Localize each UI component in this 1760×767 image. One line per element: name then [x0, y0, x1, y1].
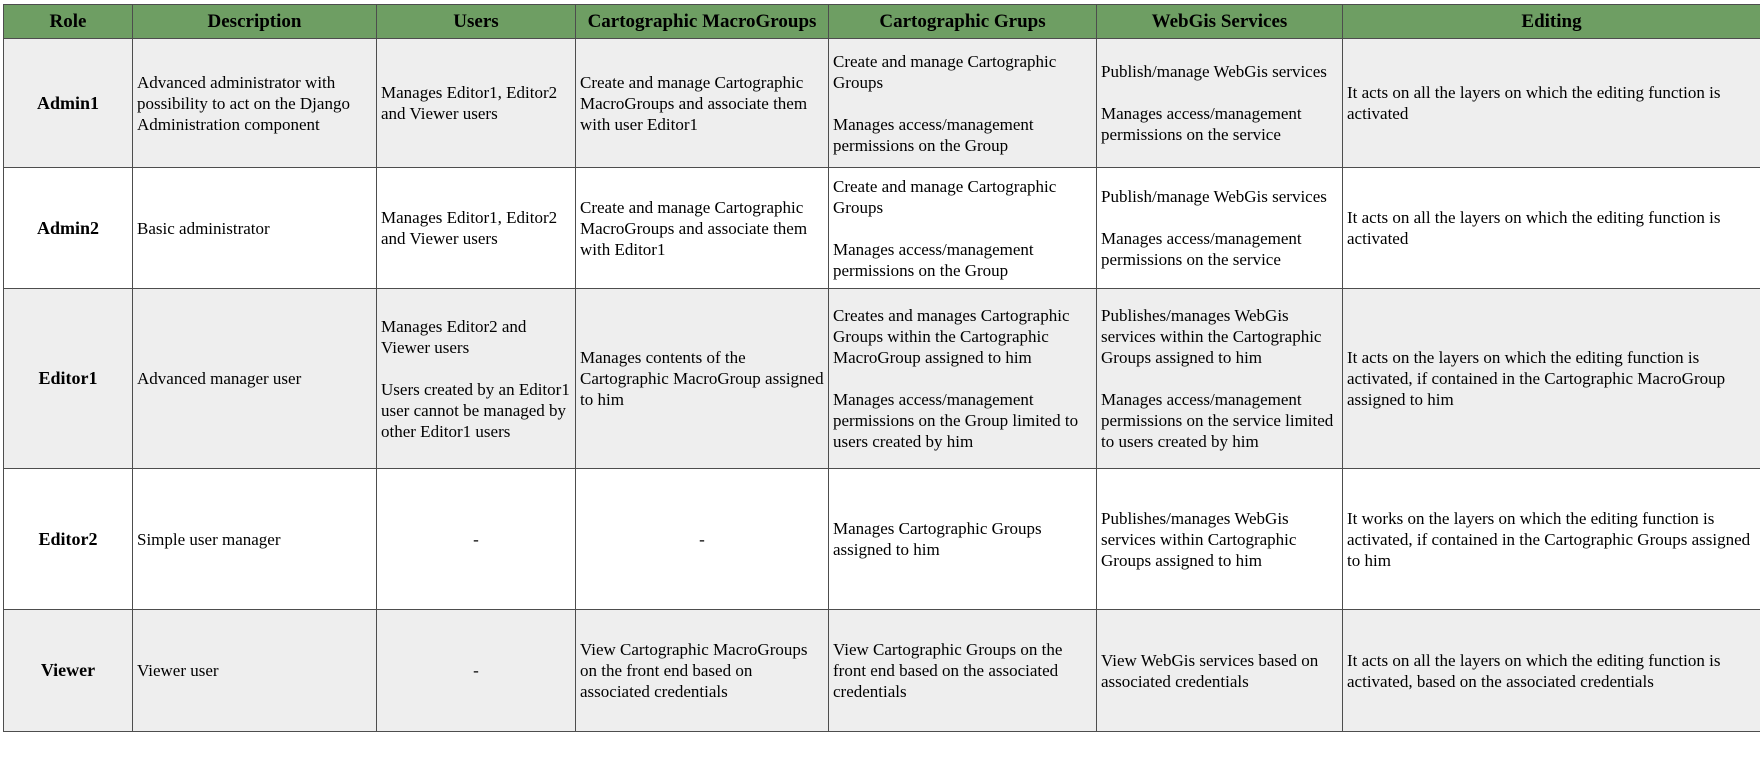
cell-paragraph: Manages access/management permissions on the service [1101, 229, 1302, 269]
cell-paragraph: Manages Cartographic Groups assigned to him [833, 519, 1042, 559]
cell-paragraph: Manages access/management permissions on the Group limited to users created by him [833, 390, 1079, 451]
macrogroups-cell [576, 469, 829, 610]
table-row-admin2 [4, 168, 1760, 289]
cell-paragraph: - [473, 529, 479, 549]
cell-paragraph: Manages access/management permissions on the Group [833, 114, 1034, 155]
users-cell [377, 469, 576, 610]
cell-paragraph: View Cartographic MacroGroups on the front end based on associated credentials [580, 640, 808, 701]
cell-paragraph: It acts on all the layers on which the editing function is activated, based on the associated credentials [1347, 650, 1721, 691]
role-cell: Editor2 [4, 469, 133, 610]
groups-cell [829, 168, 1097, 289]
cell-paragraph: It acts on all the layers on which the editing function is activated [1347, 208, 1721, 248]
services-cell [1097, 289, 1343, 469]
services-cell [1097, 39, 1343, 168]
column-header-webgis-services: WebGis Services [1097, 5, 1343, 39]
cell-paragraph: Create and manage Cartographic Groups [833, 176, 1057, 217]
groups-cell [829, 469, 1097, 610]
header-row [4, 5, 1760, 39]
users-cell [377, 610, 576, 732]
description-cell: Viewer user [133, 610, 377, 732]
column-header-users: Users [377, 5, 576, 39]
cell-paragraph: Publish/manage WebGis services [1101, 62, 1327, 81]
cell-paragraph: - [699, 529, 705, 549]
macrogroups-cell [576, 39, 829, 168]
cell-paragraph: Create and manage Cartographic Groups [833, 51, 1057, 92]
macrogroups-cell [576, 168, 829, 289]
cell-paragraph: It acts on all the layers on which the editing function is activated [1347, 83, 1721, 123]
editing-cell [1343, 168, 1760, 289]
column-header-macrogroups: Cartographic MacroGroups [576, 5, 829, 39]
cell-paragraph: View Cartographic Groups on the front end based on the associated credentials [833, 640, 1063, 701]
services-cell [1097, 610, 1343, 732]
table-row-editor2 [4, 469, 1760, 610]
cell-paragraph: Manages Editor1, Editor2 and Viewer users [381, 83, 558, 123]
editing-cell [1343, 610, 1760, 732]
role-cell: Admin1 [4, 39, 133, 168]
description-cell: Advanced administrator with possibility to act on the Django Administration component [133, 39, 377, 168]
cell-paragraph: It works on the layers on which the editing function is activated, if contained in the Cartographic Groups assigned to him [1347, 508, 1751, 570]
cell-paragraph: Users created by an Editor1 user cannot be managed by other Editor1 users [381, 379, 570, 441]
column-header-groups: Cartographic Grups [829, 5, 1097, 39]
users-cell [377, 289, 576, 469]
services-cell [1097, 469, 1343, 610]
users-cell [377, 39, 576, 168]
cell-paragraph: Manages access/management permissions on the service [1101, 104, 1302, 144]
cell-paragraph: View WebGis services based on associated credentials [1101, 650, 1319, 691]
cell-paragraph: Create and manage Cartographic MacroGroups and associate them with Editor1 [580, 197, 808, 259]
services-cell [1097, 168, 1343, 289]
groups-cell [829, 289, 1097, 469]
table-row-editor1 [4, 289, 1760, 469]
cell-paragraph: Creates and manages Cartographic Groups within the Cartographic MacroGroup assigned to him [833, 306, 1070, 367]
column-header-editing: Editing [1343, 5, 1760, 39]
cell-paragraph: Publish/manage WebGis services [1101, 187, 1327, 206]
roles-permissions-table [3, 4, 1760, 732]
macrogroups-cell [576, 289, 829, 469]
column-header-role: Role [4, 5, 133, 39]
role-cell: Admin2 [4, 168, 133, 289]
cell-paragraph: Manages contents of the Cartographic MacroGroup assigned to him [580, 348, 824, 409]
groups-cell [829, 39, 1097, 168]
cell-paragraph: Manages access/management permissions on the service limited to users created by him [1101, 390, 1334, 451]
description-cell: Advanced manager user [133, 289, 377, 469]
column-header-description: Description [133, 5, 377, 39]
cell-paragraph: Publishes/manages WebGis services within the Cartographic Groups assigned to him [1101, 306, 1322, 367]
editing-cell [1343, 469, 1760, 610]
description-cell: Simple user manager [133, 469, 377, 610]
groups-cell [829, 610, 1097, 732]
users-cell [377, 168, 576, 289]
editing-cell [1343, 289, 1760, 469]
cell-paragraph: It acts on the layers on which the editing function is activated, if contained in the Cartographic MacroGroup assigned to him [1347, 348, 1726, 409]
cell-paragraph: Create and manage Cartographic MacroGroups and associate them with user Editor1 [580, 72, 808, 134]
cell-paragraph: Manages Editor2 and Viewer users [381, 316, 527, 357]
cell-paragraph: - [473, 661, 479, 680]
description-cell: Basic administrator [133, 168, 377, 289]
cell-paragraph: Publishes/manages WebGis services within Cartographic Groups assigned to him [1101, 508, 1297, 570]
role-cell: Viewer [4, 610, 133, 732]
macrogroups-cell [576, 610, 829, 732]
editing-cell [1343, 39, 1760, 168]
table-row-admin1 [4, 39, 1760, 168]
cell-paragraph: Manages access/management permissions on the Group [833, 239, 1034, 280]
cell-paragraph: Manages Editor1, Editor2 and Viewer users [381, 208, 558, 248]
table-row-viewer [4, 610, 1760, 732]
role-cell: Editor1 [4, 289, 133, 469]
